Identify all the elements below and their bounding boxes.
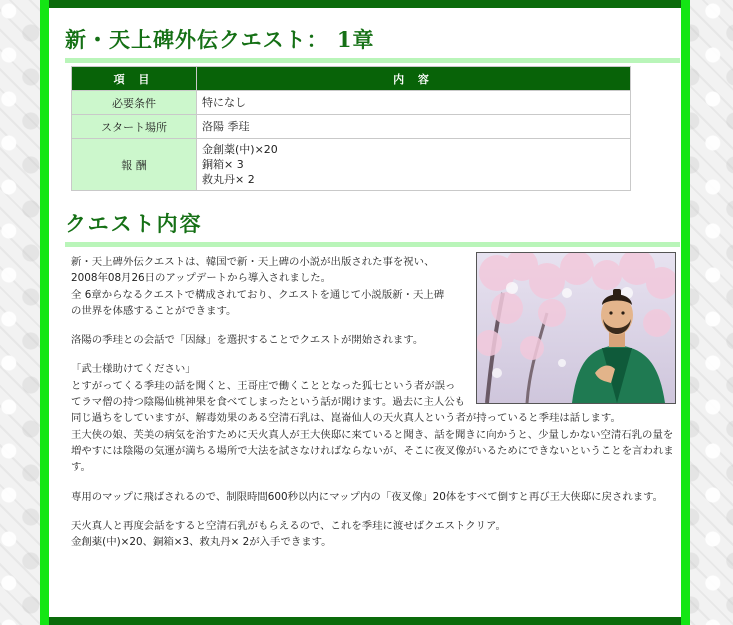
row-label-start: スタート場所 [72,115,197,139]
table-row [72,115,631,139]
paragraph [71,518,677,551]
table-row [72,139,631,191]
text-line: 全 6章からなるクエストで構成されており、クエストを通じて小説版新・天上碑 [71,288,445,301]
content-panel [40,0,690,625]
value-line: 金創薬(中)×20 [202,143,278,156]
row-value-reward [197,139,631,191]
page-title: 新・天上碑外伝クエスト： 1章 [65,24,680,63]
value-line: 特になし [202,96,246,109]
row-value-requirement [197,91,631,115]
header-item: 項 目 [72,67,197,91]
row-label-reward: 報 酬 [72,139,197,191]
row-label-requirement: 必要条件 [72,91,197,115]
table-row [72,91,631,115]
text-line: 王大侠の娘、芙美の病気を治すために天火真人が王大侠邸に来ていると聞き、話を聞きに向かうと、少量しかない空清石乳の量を増やすには陰陽の気運が満ちる場所で大法を試さなければならないが、そこに夜叉像がいるためにできないということを言われます。 [71,428,674,474]
text-line: 洛陽の季珪との会話で「因縁」を選択することでクエストが開始されます。 [71,334,424,347]
text-line: 専用のマップに飛ばされるので、制限時間600秒以内にマップ内の「夜叉像」20体をすべて倒すと再び王大侠邸に戻されます。 [71,490,664,503]
text-line: の世界を体感することができます。 [71,304,237,317]
text-line: 金創薬(中)×20、銅箱×3、救丸丹× 2が入手できます。 [71,536,332,549]
text-line: 2008年08月26日のアップデートから導入されました。 [71,272,331,285]
header-content: 内 容 [197,67,631,91]
top-bar [49,0,681,8]
row-value-start [197,115,631,139]
value-line: 銅箱× 3 [202,158,244,171]
bottom-bar [49,617,681,625]
paragraph [71,489,677,505]
text-line: とすがってくる季珪の話を聞くと、王哥庄で働くこととなった狐七という者が誤ってラマ僧の持つ陰陽仙桃神果を食べてしまったという話が聞けます。過去に主人公も同じ過ちをしていますが、解毒効果のある空清石乳は、崑崙仙人の天火真人という者が持っていると季珪は話します。 [71,379,621,425]
character-portrait [476,252,676,404]
value-line: 洛陽 季珪 [202,120,250,133]
text-line: 天火真人と再度会話をすると空清石乳がもらえるので、これを季珪に渡せばクエストクリア。 [71,519,506,532]
quest-info-table [71,66,631,191]
text-line: 「武士様助けてください」 [71,363,196,376]
text-line: 新・天上碑外伝クエストは、韓国で新・天上碑の小説が出版された事を祝い、 [71,256,435,268]
table-header-row [72,67,631,91]
portrait-illustration [477,253,675,403]
value-line: 救丸丹× 2 [202,173,255,186]
section-heading: クエスト内容 [65,208,680,247]
